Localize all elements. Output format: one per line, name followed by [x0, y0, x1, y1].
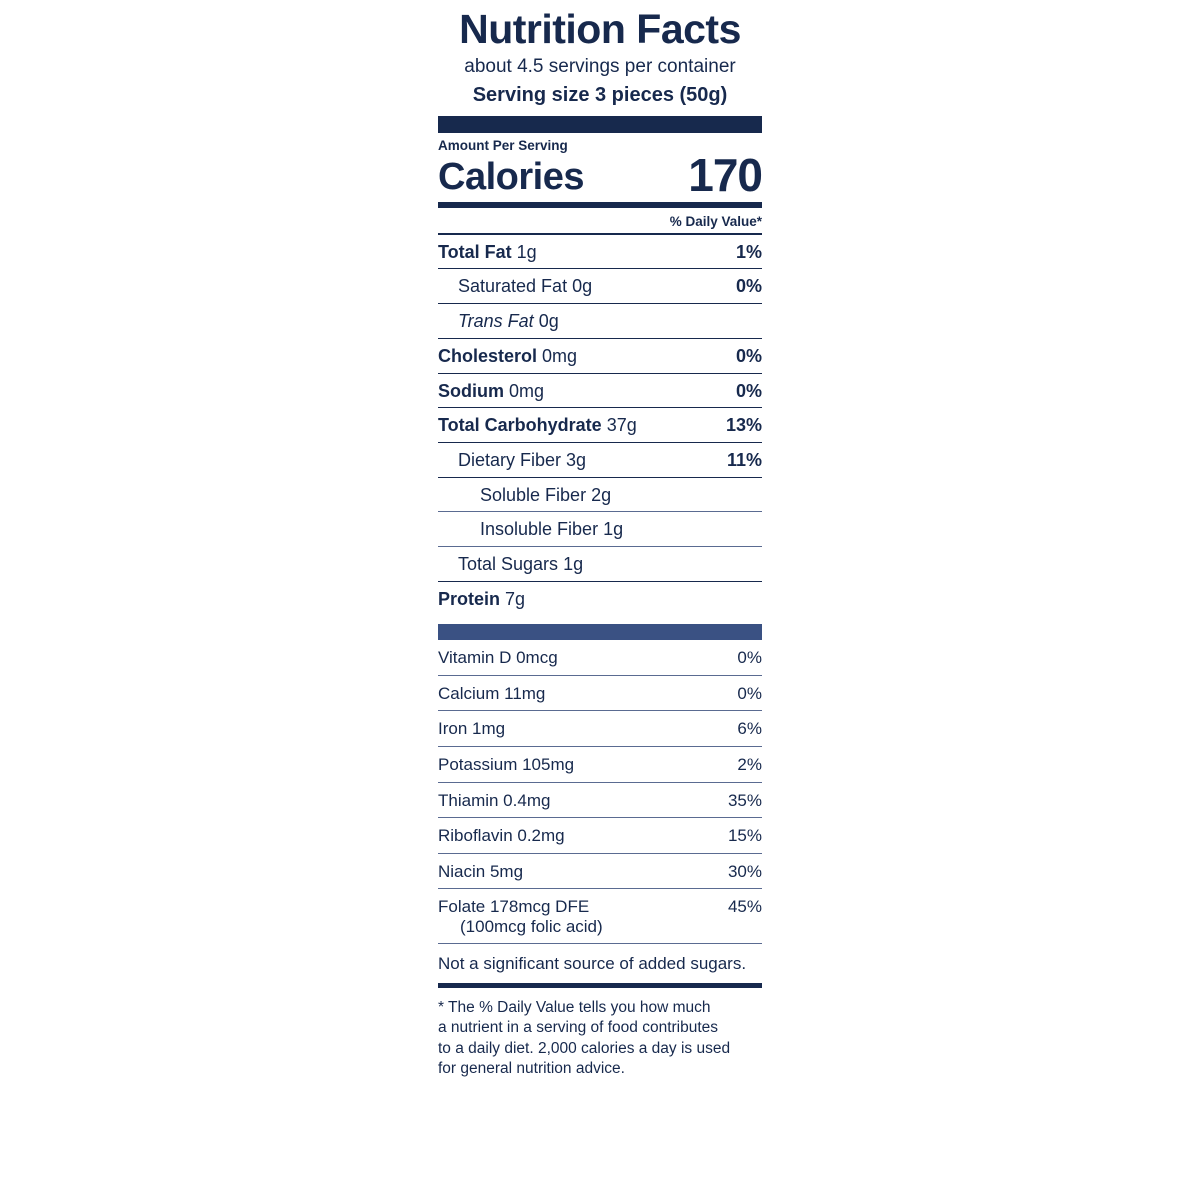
nutrient-row — [438, 304, 762, 339]
nutrient-list — [438, 235, 762, 612]
nutrient-daily-value: 0% — [735, 276, 762, 297]
vitamin-row — [438, 854, 762, 890]
vitamin-name: Iron 1mg — [438, 719, 506, 739]
nutrient-row — [438, 374, 762, 409]
vitamin-daily-value: 35% — [727, 790, 762, 810]
nutrient-row — [438, 235, 762, 270]
vitamin-row — [438, 640, 762, 676]
vitamin-daily-value: 15% — [727, 826, 762, 846]
calories-row — [438, 148, 762, 208]
footnote-line: * The % Daily Value tells you how much — [438, 998, 711, 1016]
nutrient-label: Total Sugars — [458, 553, 559, 574]
nutrient-label: Protein — [438, 588, 501, 609]
nutrient-name: Cholesterol 0mg — [438, 345, 578, 366]
nutrient-daily-value: 11% — [726, 449, 762, 470]
vitamin-daily-value: 45% — [727, 897, 762, 917]
footnote-line: a nutrient in a serving of food contributes — [438, 1019, 719, 1037]
vitamin-daily-value: 0% — [737, 683, 762, 703]
nutrient-row — [438, 547, 762, 582]
nutrient-row — [438, 339, 762, 374]
vitamin-name: Riboflavin 0.2mg — [438, 826, 565, 846]
daily-value-header: % Daily Value* — [438, 208, 762, 235]
amount-per-serving-label: Amount Per Serving — [438, 137, 568, 153]
daily-value-footnote — [438, 988, 762, 1080]
vitamin-row — [438, 783, 762, 819]
vitamin-daily-value: 0% — [737, 648, 762, 668]
nutrient-name: Saturated Fat 0g — [458, 276, 593, 297]
nutrient-name: Soluble Fiber 2g — [480, 484, 612, 505]
nutrient-label: Trans Fat — [458, 311, 534, 332]
vitamin-list — [438, 640, 762, 944]
divider-thick-top — [438, 116, 762, 133]
nutrient-daily-value: 0% — [735, 345, 762, 366]
vitamin-row — [438, 711, 762, 747]
nutrient-label: Sodium — [438, 380, 504, 401]
vitamin-name: Calcium 11mg — [438, 683, 546, 703]
nutrient-row — [438, 408, 762, 443]
nutrient-name: Protein 7g — [438, 588, 526, 609]
vitamin-name: Potassium 105mg — [438, 754, 575, 774]
nutrient-name: Sodium 0mg — [438, 380, 545, 401]
vitamin-daily-value: 6% — [737, 719, 762, 739]
vitamin-daily-value: 2% — [737, 754, 762, 774]
calories-label: Calories — [438, 155, 584, 198]
divider-band-vitamins — [438, 624, 762, 640]
page-title: Nutrition Facts — [459, 6, 741, 52]
vitamin-name: Vitamin D 0mcg — [438, 648, 558, 668]
nutrient-label: Dietary Fiber — [458, 449, 562, 470]
vitamin-row — [438, 676, 762, 712]
nutrient-label: Soluble Fiber — [480, 484, 587, 505]
nutrient-daily-value: 1% — [735, 241, 762, 262]
nutrient-label: Saturated Fat — [458, 276, 568, 297]
nutrient-label: Insoluble Fiber — [480, 519, 599, 540]
nutrient-name: Total Carbohydrate 37g — [438, 415, 637, 436]
nutrition-facts-label — [438, 0, 762, 1080]
vitamin-name: Niacin 5mg — [438, 861, 524, 881]
not-significant-source: Not a significant source of added sugars. — [438, 944, 762, 988]
nutrient-row — [438, 443, 762, 478]
vitamin-daily-value: 30% — [727, 861, 762, 881]
nutrient-row — [438, 269, 762, 304]
nutrient-label: Cholesterol — [438, 345, 538, 366]
nutrient-label: Total Carbohydrate — [438, 415, 602, 436]
footnote-line: to a daily diet. 2,000 calories a day is used — [438, 1039, 731, 1057]
nutrient-daily-value: 13% — [725, 415, 762, 436]
nutrient-row — [438, 512, 762, 547]
calories-value: 170 — [688, 148, 762, 201]
nutrient-row — [438, 478, 762, 513]
nutrient-name: Insoluble Fiber 1g — [480, 519, 624, 540]
vitamin-name: Folate 178mcg DFE (100mcg folic acid) — [438, 897, 603, 936]
servings-per-container: about 4.5 servings per container — [464, 56, 736, 78]
vitamin-subnote: (100mcg folic acid) — [460, 916, 603, 936]
nutrient-row — [438, 582, 762, 612]
vitamin-row — [438, 818, 762, 854]
nutrient-name: Trans Fat 0g — [458, 311, 559, 332]
vitamin-row — [438, 747, 762, 783]
footnote-line: for general nutrition advice. — [438, 1060, 625, 1078]
nutrient-name: Dietary Fiber 3g — [458, 449, 587, 470]
nutrient-label: Total Fat — [438, 241, 512, 262]
nutrient-name: Total Fat 1g — [438, 241, 537, 262]
nutrient-name: Total Sugars 1g — [458, 553, 584, 574]
vitamin-name: Thiamin 0.4mg — [438, 790, 551, 810]
serving-size: Serving size 3 pieces (50g) — [472, 83, 728, 106]
vitamin-row — [438, 889, 762, 944]
nutrient-daily-value: 0% — [735, 380, 762, 401]
